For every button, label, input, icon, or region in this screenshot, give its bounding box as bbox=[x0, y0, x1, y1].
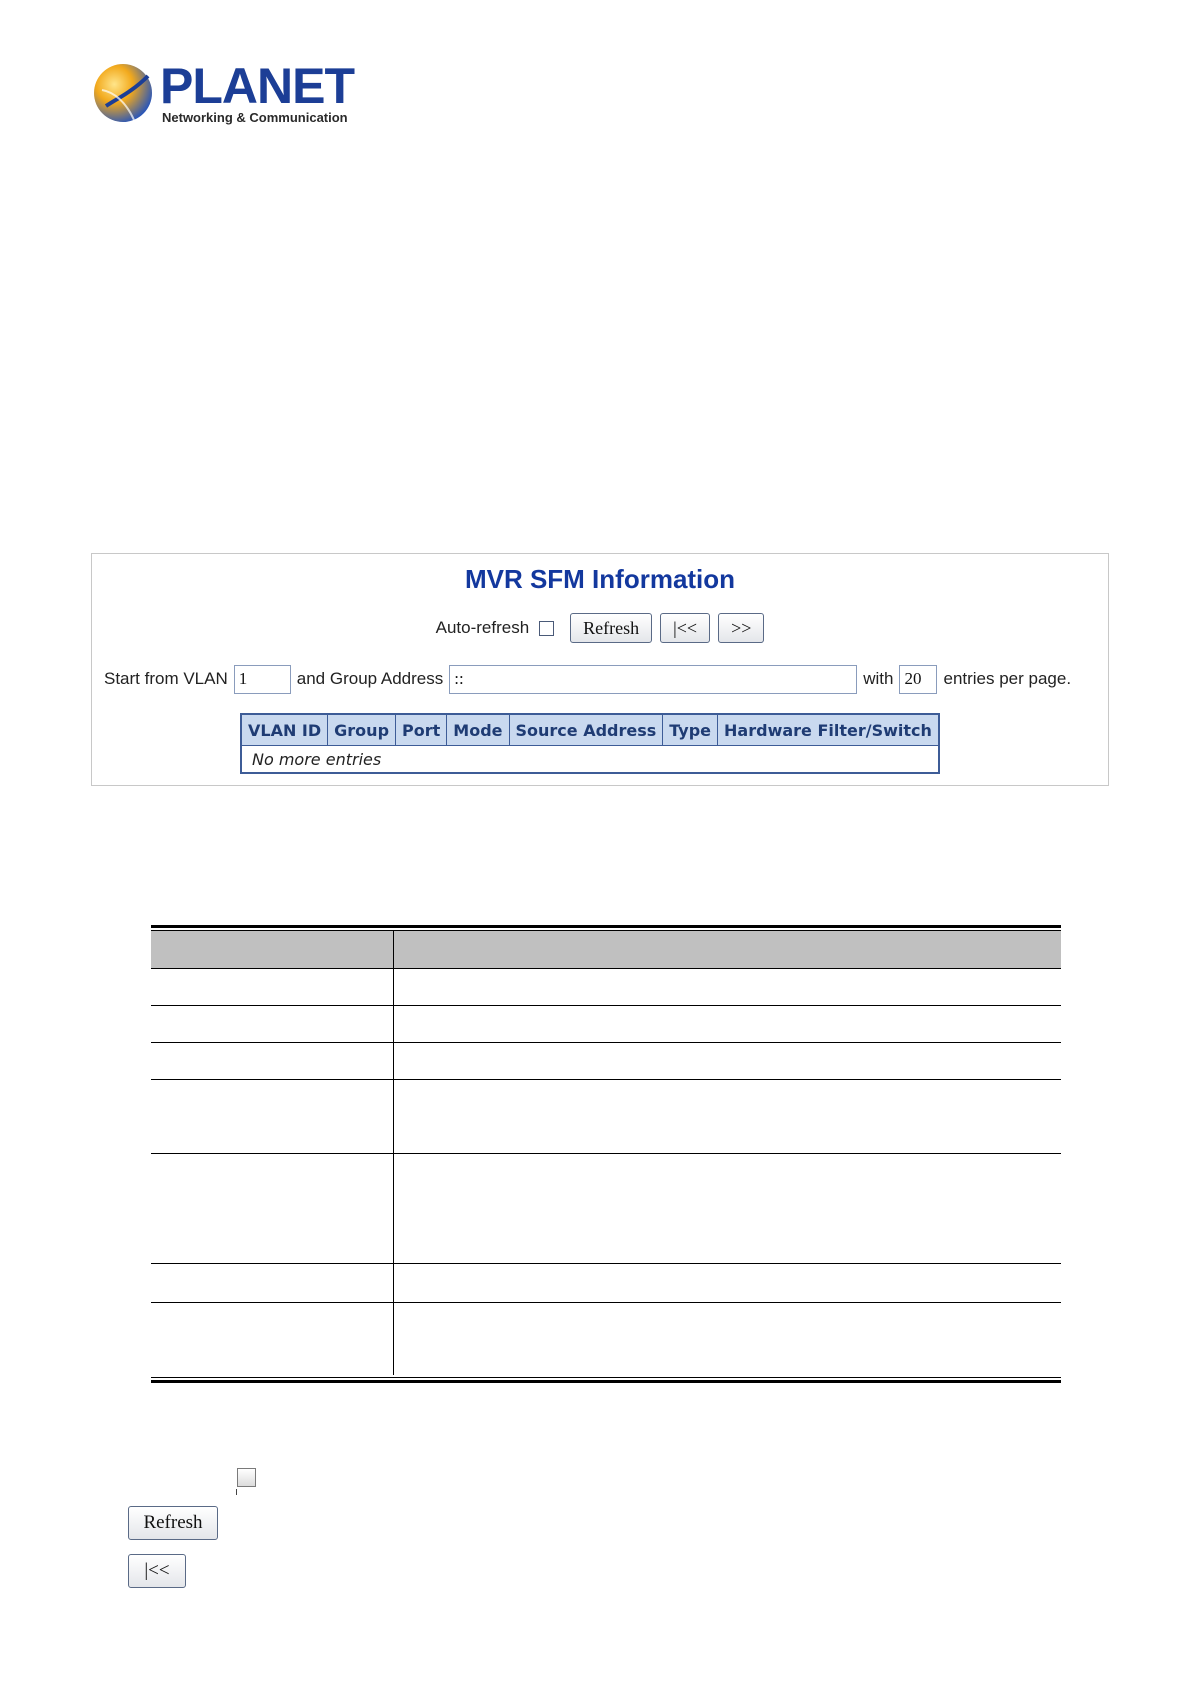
header-cell-object bbox=[151, 931, 394, 968]
sfm-table-header-row bbox=[241, 714, 939, 746]
sfm-table bbox=[240, 713, 940, 774]
with-label: with bbox=[863, 669, 894, 688]
table-row bbox=[151, 1154, 1061, 1264]
group-address-label: and Group Address bbox=[296, 669, 444, 688]
header-cell-description bbox=[394, 931, 1061, 968]
table-header-row bbox=[151, 931, 1061, 969]
auto-refresh-label: Auto-refresh bbox=[435, 618, 530, 637]
entries-per-page-input[interactable]: 20 bbox=[899, 665, 937, 694]
next-page-button[interactable]: >> bbox=[718, 613, 764, 643]
auto-refresh-checkbox-icon bbox=[237, 1468, 256, 1487]
object-cell bbox=[151, 1043, 394, 1079]
first-page-button[interactable]: |<< bbox=[660, 613, 710, 643]
refresh-controls bbox=[92, 612, 1108, 644]
description-cell bbox=[394, 1154, 1061, 1263]
column-header: Hardware Filter/Switch bbox=[718, 714, 939, 746]
object-cell bbox=[151, 969, 394, 1005]
brand-tagline: Networking & Communication bbox=[162, 110, 348, 125]
refresh-button[interactable]: Refresh bbox=[570, 613, 652, 643]
start-vlan-input[interactable]: 1 bbox=[234, 665, 291, 694]
column-header: Group bbox=[328, 714, 396, 746]
table-row bbox=[151, 1080, 1061, 1154]
table-row bbox=[241, 746, 939, 774]
globe-logo-icon bbox=[92, 62, 154, 124]
description-cell bbox=[394, 1043, 1061, 1079]
filter-row bbox=[104, 664, 1071, 694]
table-row bbox=[151, 1264, 1061, 1303]
description-cell bbox=[394, 1080, 1061, 1153]
refresh-button-icon: Refresh bbox=[128, 1506, 218, 1540]
page-title: MVR SFM Information bbox=[464, 564, 736, 594]
empty-message: No more entries bbox=[252, 749, 382, 769]
first-page-button-icon: |<< bbox=[128, 1554, 186, 1588]
object-cell bbox=[151, 1080, 394, 1153]
table-bottom-rule bbox=[151, 1377, 1061, 1383]
object-description-table bbox=[151, 925, 1061, 1383]
object-cell bbox=[151, 1006, 394, 1042]
column-header: Type bbox=[663, 714, 718, 746]
column-header: Port bbox=[396, 714, 447, 746]
description-cell bbox=[394, 1006, 1061, 1042]
group-address-input[interactable]: :: bbox=[449, 665, 857, 694]
mvr-sfm-panel bbox=[91, 553, 1109, 786]
description-cell bbox=[394, 1264, 1061, 1302]
object-cell bbox=[151, 1303, 394, 1375]
table-row bbox=[151, 1043, 1061, 1080]
start-vlan-label: Start from VLAN bbox=[104, 669, 228, 688]
text-cursor-mark bbox=[236, 1489, 237, 1495]
entries-per-page-label: entries per page. bbox=[943, 669, 1072, 688]
column-header: Source Address bbox=[509, 714, 663, 746]
brand-name: PLANET bbox=[160, 58, 354, 114]
planet-logo bbox=[92, 60, 352, 130]
column-header: VLAN ID bbox=[241, 714, 328, 746]
description-cell bbox=[394, 969, 1061, 1005]
column-header: Mode bbox=[447, 714, 509, 746]
table-row bbox=[151, 969, 1061, 1006]
auto-refresh-checkbox[interactable] bbox=[539, 621, 554, 636]
object-cell bbox=[151, 1154, 394, 1263]
table-row bbox=[151, 1006, 1061, 1043]
table-row bbox=[151, 1303, 1061, 1375]
object-cell bbox=[151, 1264, 394, 1302]
description-cell bbox=[394, 1303, 1061, 1375]
